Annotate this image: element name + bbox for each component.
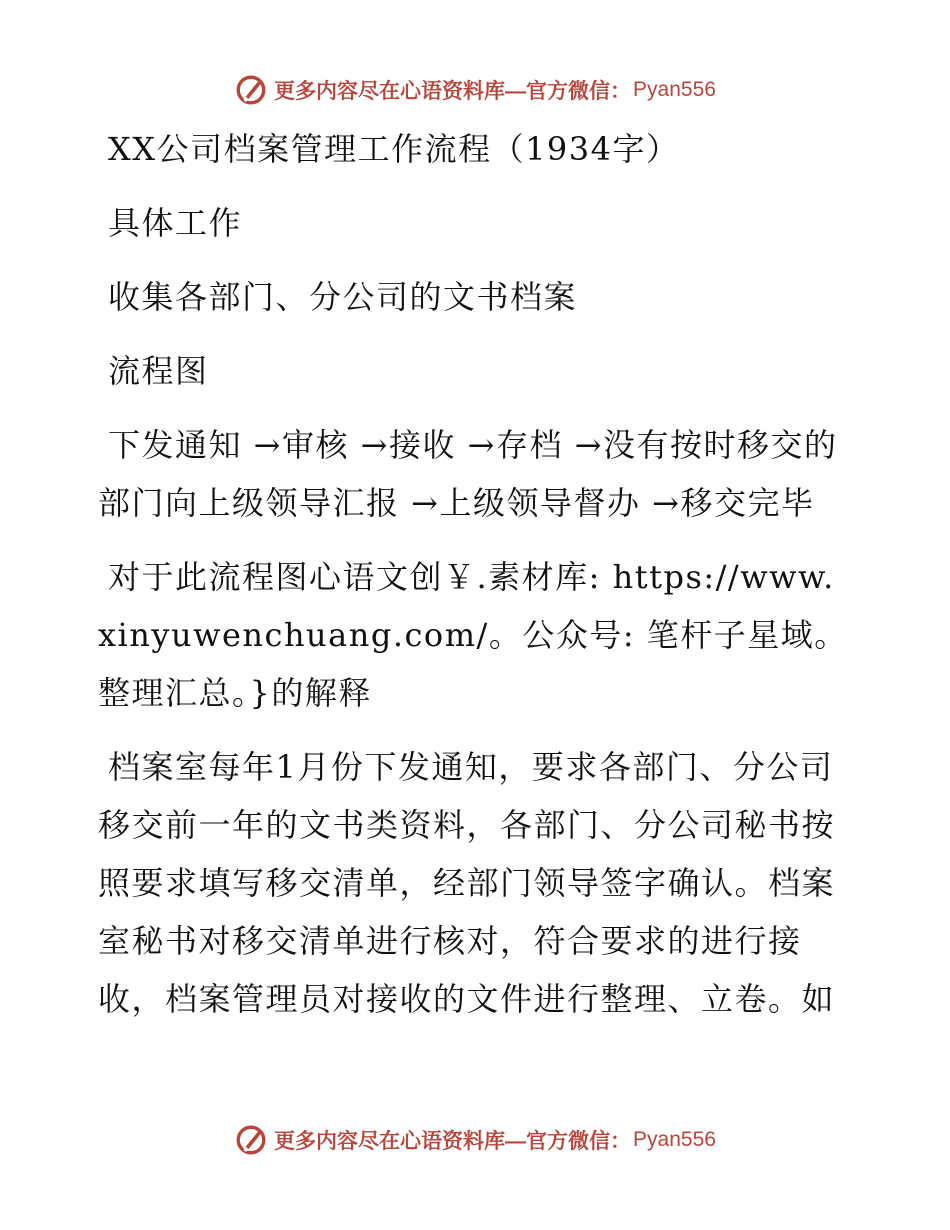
paragraph-6: 档案室每年1月份下发通知，要求各部门、分公司移交前一年的文书类资料，各部门、分公司秘书按照要求填写移交清单，经部门领导签字确认。档案室秘书对移交清单进行核对，符合要求的进行接收，档案管理员对接收的文件进行整理、立卷。如 <box>98 748 836 1018</box>
paragraph-2: 收集各部门、分公司的文书档案 <box>108 278 578 316</box>
footer-banner <box>0 1120 950 1160</box>
paragraph-5: 对于此流程图心语文创￥.素材库: https://www.xinyuwenchuang.com/。公众号: 笔杆子星域。整理汇总。}的解释 <box>98 558 848 712</box>
paragraph-4: 下发通知 →审核 →接收 →存档 →没有按时移交的部门向上级领导汇报 →上级领导督办 →移交完毕 <box>98 426 838 522</box>
paragraph-1: 具体工作 <box>108 204 243 242</box>
document-body <box>98 120 850 1044</box>
document-title: XX公司档案管理工作流程（1934字） <box>108 130 680 168</box>
banner-text: 更多内容尽在心语资料库—官方微信： <box>274 1130 632 1153</box>
banner-text: 更多内容尽在心语资料库—官方微信： <box>274 80 632 103</box>
banner-wechat-id: Pyan556 <box>633 1128 716 1151</box>
paragraph-3: 流程图 <box>108 352 209 390</box>
logo-icon <box>234 1123 268 1157</box>
banner-wechat-id: Pyan556 <box>633 78 716 101</box>
logo-icon <box>234 73 268 107</box>
header-banner <box>0 70 950 110</box>
